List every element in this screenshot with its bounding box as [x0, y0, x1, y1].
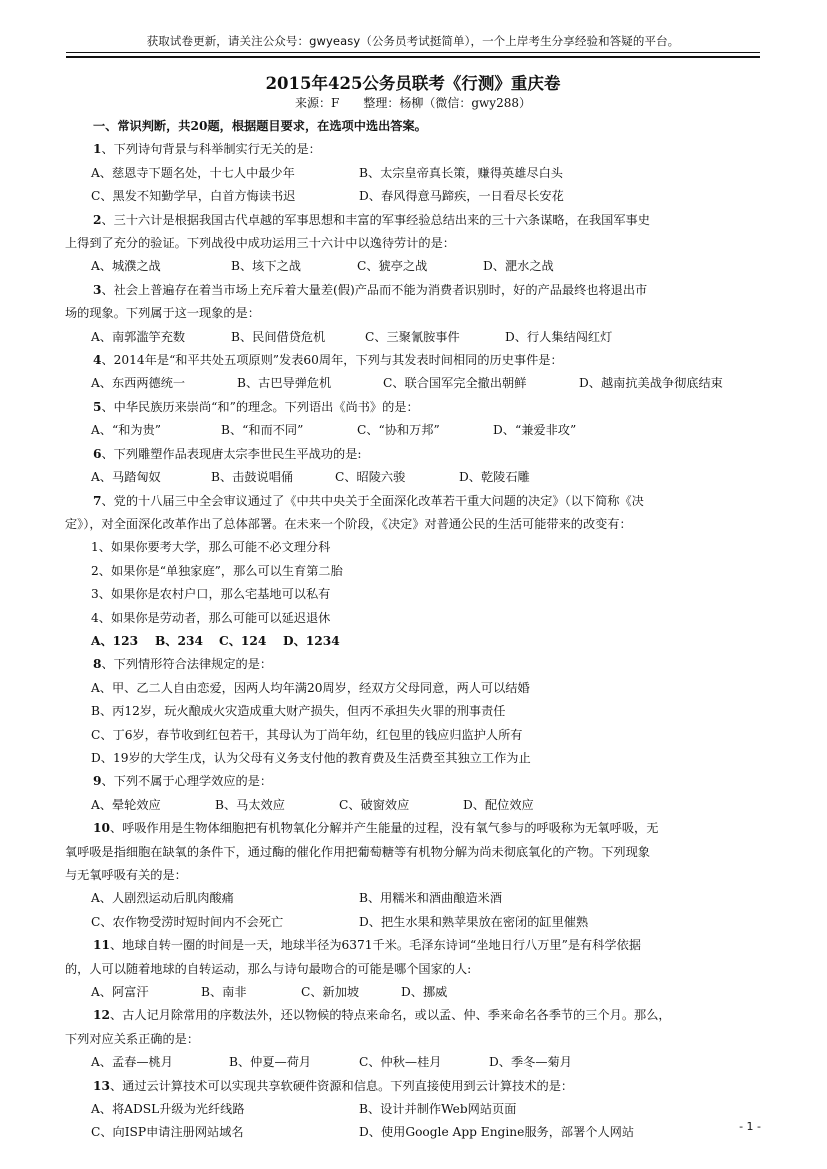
option-text: C、黑发不知勤学早，白首方悔读书迟	[91, 189, 296, 204]
question-stem-continued: 上得到了充分的验证。下列战役中成功运用三十六计中以逸待劳计的是：	[65, 236, 455, 251]
question-number: 13	[93, 1078, 110, 1093]
option-text: A、城濮之战	[91, 259, 161, 274]
option-row	[91, 1098, 762, 1121]
question-number: 11	[93, 938, 110, 953]
question-number: 10	[93, 821, 110, 836]
question-number: 7	[93, 493, 102, 508]
option-text: D、行人集结闯红灯	[505, 329, 613, 344]
question-number: 5	[93, 399, 102, 414]
question-stem-text: 、地球自转一圈的时间是一天，地球半径为6371千米。毛泽东诗词“坐地日行八万里”是有科学依据	[109, 938, 641, 953]
statement-item: B、丙12岁，玩火酿成火灾造成重大财产损失，但丙不承担失火罪的刑事责任	[91, 704, 506, 719]
option-text: B、太宗皇帝真长策，赚得英雄尽白头	[359, 165, 563, 180]
option-text: D、乾陵石雕	[459, 470, 530, 485]
option-text: C、联合国军完全撤出朝鲜	[383, 376, 527, 391]
question-stem-continued: 氧呼吸是指细胞在缺氧的条件下，通过酶的催化作用把葡萄糖等有机物分解为尚未彻底氧化的产物。下列现象	[65, 844, 650, 859]
option-text: C、124	[219, 633, 267, 648]
question-number: 2	[93, 212, 102, 227]
option-text: D、春风得意马蹄疾，一日看尽长安花	[359, 189, 564, 204]
question-number: 1	[93, 142, 102, 157]
option-text: C、破窗效应	[339, 797, 410, 812]
question-stem	[93, 443, 762, 466]
option-text: D、“兼爱非攻”	[493, 423, 577, 438]
option-text: A、慈恩寺下题名处，十七人中最少年	[91, 165, 295, 180]
option-row	[91, 794, 762, 817]
question-stem	[93, 279, 762, 302]
question-stem	[93, 138, 762, 161]
question-stem-continued: 下列对应关系正确的是：	[65, 1031, 200, 1046]
statement-item: A、甲、乙二人自由恋爱，因两人均年满20周岁，经双方父母同意，两人可以结婚	[91, 680, 530, 695]
question-stem-text: 、党的十八届三中全会审议通过了《中共中央关于全面深化改革若干重大问题的决定》（以下简称《决	[101, 493, 644, 508]
option-text: A、将ADSL升级为光纤线路	[91, 1102, 245, 1117]
statement-item: 3、如果你是农村户口，那么宅基地可以私有	[91, 587, 331, 602]
option-text: D、挪威	[401, 985, 448, 1000]
question-stem-text: 、下列情形符合法律规定的是：	[101, 657, 273, 672]
option-row	[91, 185, 762, 208]
option-row	[91, 326, 762, 349]
option-text: C、昭陵六骏	[335, 470, 406, 485]
question-stem-text: 、呼吸作用是生物体细胞把有机物氧化分解并产生能量的过程，没有氧气参与的呼吸称为无氧呼吸，无	[109, 821, 659, 836]
header-rule-thick	[66, 56, 760, 58]
option-row	[91, 372, 762, 395]
question-stem-text: 、社会上普遍存在着当市场上充斥着大量差(假)产品而不能为消费者识别时，好的产品最终也将退出市	[101, 282, 648, 297]
option-row	[91, 419, 762, 442]
option-text: A、马踏匈奴	[91, 470, 161, 485]
question-number: 4	[93, 353, 102, 368]
statement-item: 2、如果你是“单独家庭”，那么可以生育第二胎	[91, 563, 343, 578]
question-stem	[93, 770, 762, 793]
statement-item: D、19岁的大学生戊，认为父母有义务支付他的教育费及生活费至其独立工作为止	[91, 750, 531, 765]
option-text: B、古巴导弹危机	[237, 376, 332, 391]
question-list	[65, 138, 762, 1144]
option-row	[91, 255, 762, 278]
option-text: A、人剧烈运动后肌肉酸痛	[91, 891, 234, 906]
question-stem-text: 、下列诗句背景与科举制实行无关的是：	[101, 142, 321, 157]
question-number: 6	[93, 446, 102, 461]
option-text: C、三聚氰胺事件	[365, 329, 460, 344]
option-text: B、用糯米和酒曲酿造米酒	[359, 891, 503, 906]
question-stem-continued: 的，人可以随着地球的自转运动，那么与诗句最吻合的可能是哪个国家的人:	[65, 961, 472, 976]
option-text: B、设计并制作Web网站页面	[359, 1102, 517, 1117]
question-stem	[93, 1004, 762, 1027]
question-stem-text: 、三十六计是根据我国古代卓越的军事思想和丰富的军事经验总结出来的三十六条谋略，在我国军事史	[101, 212, 650, 227]
option-text: B、南非	[201, 985, 247, 1000]
question-number: 8	[93, 657, 102, 672]
option-text: C、农作物受涝时短时间内不会死亡	[91, 914, 284, 929]
question-stem-continued: 场的现象。下列属于这一现象的是：	[65, 306, 260, 321]
option-text: B、“和而不同”	[221, 423, 304, 438]
option-text: A、123	[91, 633, 139, 648]
option-text: A、东西两德统一	[91, 376, 186, 391]
question-stem-continued: 定》），对全面深化改革作出了总体部署。在未来一个阶段，《决定》对普通公民的生活可能带来的改变有：	[65, 516, 632, 531]
question-stem	[93, 349, 762, 372]
question-stem-text: 、中华民族历来崇尚“和”的理念。下列语出《尚书》的是：	[101, 399, 419, 414]
option-text: C、“协和万邦”	[357, 423, 440, 438]
document-source: 来源：F 整理：杨柳（微信：gwy288）	[295, 96, 531, 110]
question-stem	[93, 490, 762, 513]
question-number: 12	[93, 1008, 110, 1023]
option-text: C、向ISP申请注册网站域名	[91, 1125, 244, 1140]
question-stem-continued: 与无氧呼吸有关的是：	[65, 868, 187, 882]
option-row	[91, 1051, 762, 1074]
option-text: D、配位效应	[463, 797, 534, 812]
option-text: D、把生水果和熟苹果放在密闭的缸里催熟	[359, 914, 589, 929]
option-text: A、南郭滥竽充数	[91, 329, 186, 344]
option-text: C、猇亭之战	[357, 259, 428, 274]
option-text: D、使用Google App Engine服务，部署个人网站	[359, 1125, 635, 1140]
option-text: A、晕轮效应	[91, 797, 161, 812]
option-row	[91, 630, 762, 653]
question-stem-text: 、2014年是“和平共处五项原则”发表60周年，下列与其发表时间相同的历史事件是：	[101, 353, 563, 368]
question-stem-text: 、通过云计算技术可以实现共享软硬件资源和信息。下列直接使用到云计算技术的是：	[109, 1078, 574, 1093]
option-row	[91, 911, 762, 934]
page-header-notice: 获取试卷更新，请关注公众号：gwyeasy（公务员考试挺简单），一个上岸考生分享经验和答疑的平台。	[146, 34, 680, 48]
option-text: B、234	[155, 633, 203, 648]
question-number: 3	[93, 282, 102, 297]
question-content	[65, 115, 762, 1145]
option-text: A、孟春—桃月	[91, 1055, 173, 1070]
option-text: B、马太效应	[215, 797, 285, 812]
option-row	[91, 466, 762, 489]
option-text: C、仲秋—桂月	[359, 1055, 442, 1070]
option-text: D、季冬—菊月	[489, 1055, 572, 1070]
option-text: B、仲夏—荷月	[229, 1055, 312, 1070]
option-text: A、“和为贵”	[91, 423, 162, 438]
question-stem	[93, 396, 762, 419]
section-heading: 一、常识判断，共20题，根据题目要求，在选项中选出答案。	[93, 119, 427, 133]
option-row	[91, 1121, 762, 1144]
question-stem-text: 、下列不属于心理学效应的是：	[101, 774, 273, 789]
header-rule-thin	[66, 52, 760, 53]
statement-item: C、丁6岁，春节收到红包若干，其母认为丁尚年幼，红包里的钱应归监护人所有	[91, 727, 523, 742]
document-title: 2015年425公务员联考《行测》重庆卷	[265, 74, 561, 93]
question-stem	[93, 817, 762, 840]
question-stem	[93, 934, 762, 957]
option-text: A、阿富汗	[91, 985, 149, 1000]
statement-item: 4、如果你是劳动者，那么可能可以延迟退休	[91, 610, 331, 625]
option-row	[91, 887, 762, 910]
question-stem-text: 、古人记月除常用的序数法外，还以物候的特点来命名，或以孟、仲、季来命名各季节的三个月。那么，	[109, 1008, 671, 1023]
option-row	[91, 162, 762, 185]
question-number: 9	[93, 774, 102, 789]
option-text: D、越南抗美战争彻底结束	[579, 376, 723, 391]
question-stem	[93, 1075, 762, 1098]
question-stem	[93, 653, 762, 676]
question-stem	[93, 209, 762, 232]
option-row	[91, 981, 762, 1004]
option-text: D、淝水之战	[483, 259, 554, 274]
option-text: D、1234	[283, 633, 340, 648]
question-stem-text: 、下列雕塑作品表现唐太宗李世民生平战功的是:	[101, 446, 362, 461]
option-text: B、民间借贷危机	[231, 329, 326, 344]
option-text: B、垓下之战	[231, 259, 301, 274]
option-text: C、新加坡	[301, 985, 360, 1000]
page-number: - 1 -	[739, 1120, 761, 1133]
statement-item: 1、如果你要考大学，那么可能不必文理分科	[91, 540, 331, 555]
option-text: B、击鼓说唱俑	[211, 470, 294, 485]
